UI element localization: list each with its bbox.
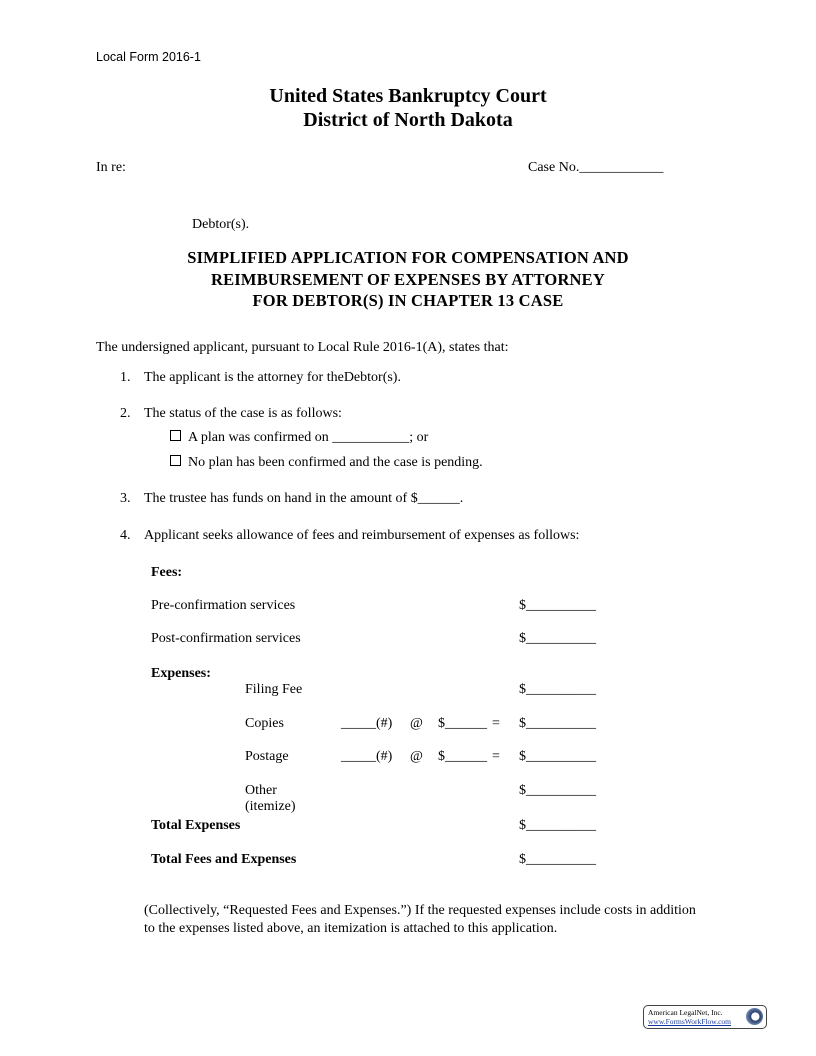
checkbox[interactable] (170, 455, 181, 466)
post-confirmation-label: Post-confirmation services (151, 631, 301, 646)
status-option-pending[interactable] (170, 454, 483, 472)
postage-label: Postage (245, 749, 289, 764)
pre-confirmation-amount[interactable]: $__________ (519, 598, 596, 613)
postage-rate[interactable]: $______ (438, 749, 487, 764)
closing-text-line-2: to the expenses listed above, an itemization is attached to this application. (144, 921, 558, 936)
fees-heading: Fees: (151, 565, 183, 580)
itemize-label: (itemize) (245, 799, 296, 814)
copies-amount[interactable]: $__________ (519, 716, 596, 731)
item-text: Applicant seeks allowance of fees and reimbursement of expenses as follows: (144, 528, 580, 543)
in-re-label: In re: (96, 160, 126, 175)
closing-text-line-1: (Collectively, “Requested Fees and Expenses.”) If the requested expenses include costs in addition (144, 903, 696, 918)
other-amount[interactable]: $__________ (519, 783, 596, 798)
at-sign: @ (410, 716, 423, 731)
form-title-line-3: FOR DEBTOR(S) IN CHAPTER 13 CASE (252, 291, 564, 310)
total-expenses-amount[interactable]: $__________ (519, 818, 596, 833)
postage-amount[interactable]: $__________ (519, 749, 596, 764)
postage-count[interactable]: _____(#) (341, 749, 393, 764)
total-fees-expenses-amount[interactable]: $__________ (519, 852, 596, 867)
filing-fee-amount[interactable]: $__________ (519, 682, 596, 697)
court-district: District of North Dakota (303, 109, 513, 131)
post-confirmation-amount[interactable]: $__________ (519, 631, 596, 646)
form-id: Local Form 2016-1 (96, 50, 201, 64)
american-legalnet-badge[interactable] (643, 1005, 767, 1029)
equals-sign: = (492, 749, 500, 764)
total-fees-expenses-label: Total Fees and Expenses (151, 852, 297, 867)
status-option-confirmed[interactable] (170, 429, 428, 447)
globe-logo-icon (746, 1008, 763, 1025)
option-label: No plan has been confirmed and the case is pending. (188, 455, 483, 470)
copies-rate[interactable]: $______ (438, 716, 487, 731)
item-number: 3. (120, 491, 131, 506)
case-number-field[interactable]: Case No.____________ (528, 160, 664, 175)
form-title-line-2: REIMBURSEMENT OF EXPENSES BY ATTORNEY (210, 270, 605, 289)
checkbox[interactable] (170, 430, 181, 441)
item-number: 4. (120, 528, 131, 543)
equals-sign: = (492, 716, 500, 731)
pre-confirmation-label: Pre-confirmation services (151, 598, 296, 613)
item-text: The status of the case is as follows: (144, 406, 342, 421)
item-text: The trustee has funds on hand in the amount of $______. (144, 491, 464, 506)
intro-text: The undersigned applicant, pursuant to Local Rule 2016-1(A), states that: (96, 340, 509, 355)
badge-name: American LegalNet, Inc. (648, 1008, 723, 1017)
form-title-line-1: SIMPLIFIED APPLICATION FOR COMPENSATION AND (187, 248, 629, 267)
expenses-heading: Expenses: (151, 666, 211, 681)
at-sign: @ (410, 749, 423, 764)
option-label: A plan was confirmed on ___________; or (188, 430, 429, 445)
item-text: The applicant is the attorney for theDebtor(s). (144, 370, 401, 385)
total-expenses-label: Total Expenses (151, 818, 241, 833)
debtor-label: Debtor(s). (192, 217, 250, 232)
copies-label: Copies (245, 716, 284, 731)
item-number: 2. (120, 406, 131, 421)
court-name: United States Bankruptcy Court (269, 85, 547, 107)
other-label: Other (245, 783, 277, 798)
copies-count[interactable]: _____(#) (341, 716, 393, 731)
badge-link[interactable]: www.FormsWorkFlow.com (648, 1017, 732, 1026)
filing-fee-label: Filing Fee (245, 682, 303, 697)
item-number: 1. (120, 370, 131, 385)
